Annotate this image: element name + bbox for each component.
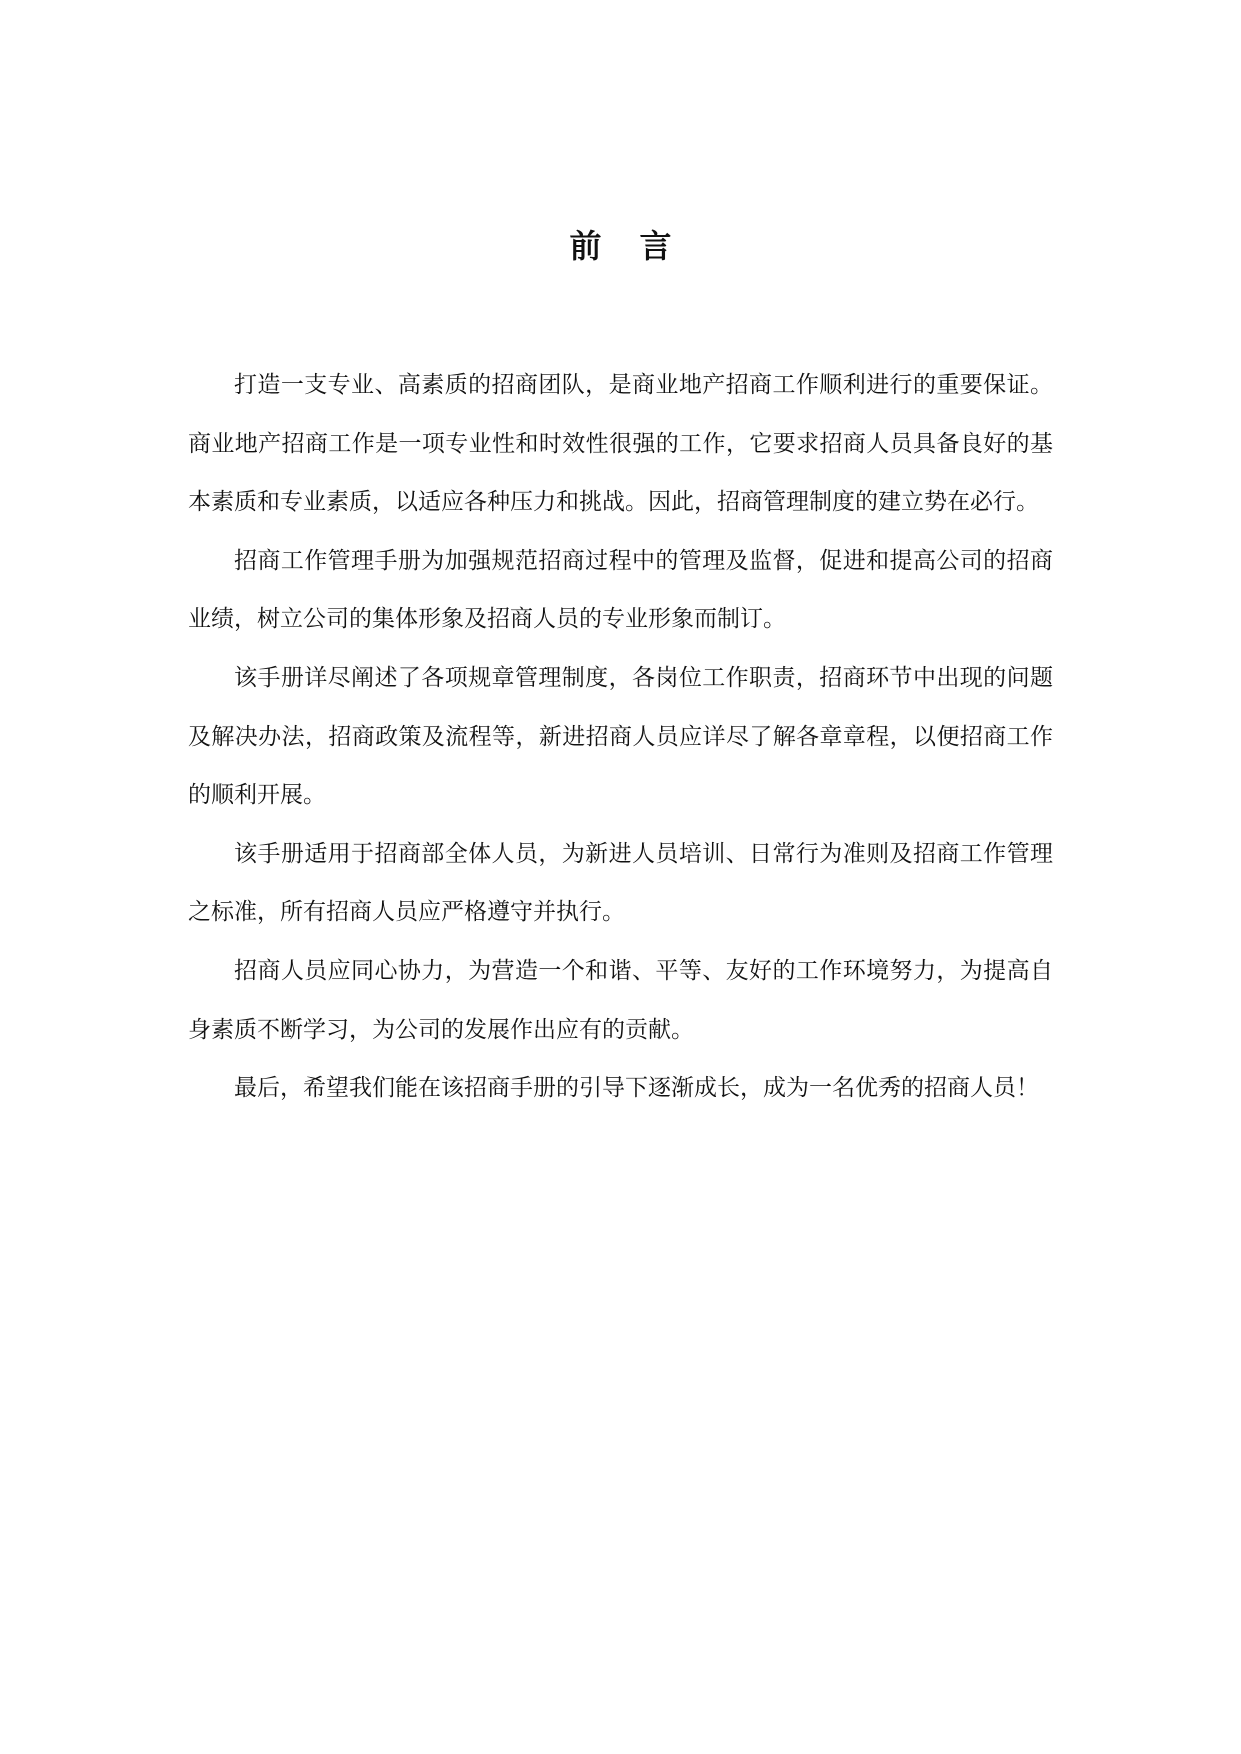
paragraph-3: 该手册详尽阐述了各项规章管理制度，各岗位工作职责，招商环节中出现的问题及解决办法，招商政策及流程等，新进招商人员应详尽了解各章章程，以便招商工作的顺利开展。 xyxy=(188,664,1053,809)
paragraph-2: 招商工作管理手册为加强规范招商过程中的管理及监督，促进和提高公司的招商业绩，树立公司的集体形象及招商人员的专业形象而制订。 xyxy=(188,547,1053,633)
paragraph-1: 打造一支专业、高素质的招商团队，是商业地产招商工作顺利进行的重要保证。商业地产招商工作是一项专业性和时效性很强的工作，它要求招商人员具备良好的基本素质和专业素质，以适应各种压力和挑战。因此，招商管理制度的建立势在必行。 xyxy=(188,372,1053,516)
page-title xyxy=(0,224,1241,268)
paragraph-4: 该手册适用于招商部全体人员，为新进人员培训、日常行为准则及招商工作管理之标准，所有招商人员应严格遵守并执行。 xyxy=(188,840,1053,926)
title-char-1: 前 xyxy=(569,227,602,265)
paragraph-5: 招商人员应同心协力，为营造一个和谐、平等、友好的工作环境努力，为提高自身素质不断学习，为公司的发展作出应有的贡献。 xyxy=(188,957,1053,1043)
preface-body xyxy=(188,356,1053,1118)
paragraph-6: 最后，希望我们能在该招商手册的引导下逐渐成长，成为一名优秀的招商人员！ xyxy=(234,1075,1039,1102)
title-char-2: 言 xyxy=(639,227,672,265)
